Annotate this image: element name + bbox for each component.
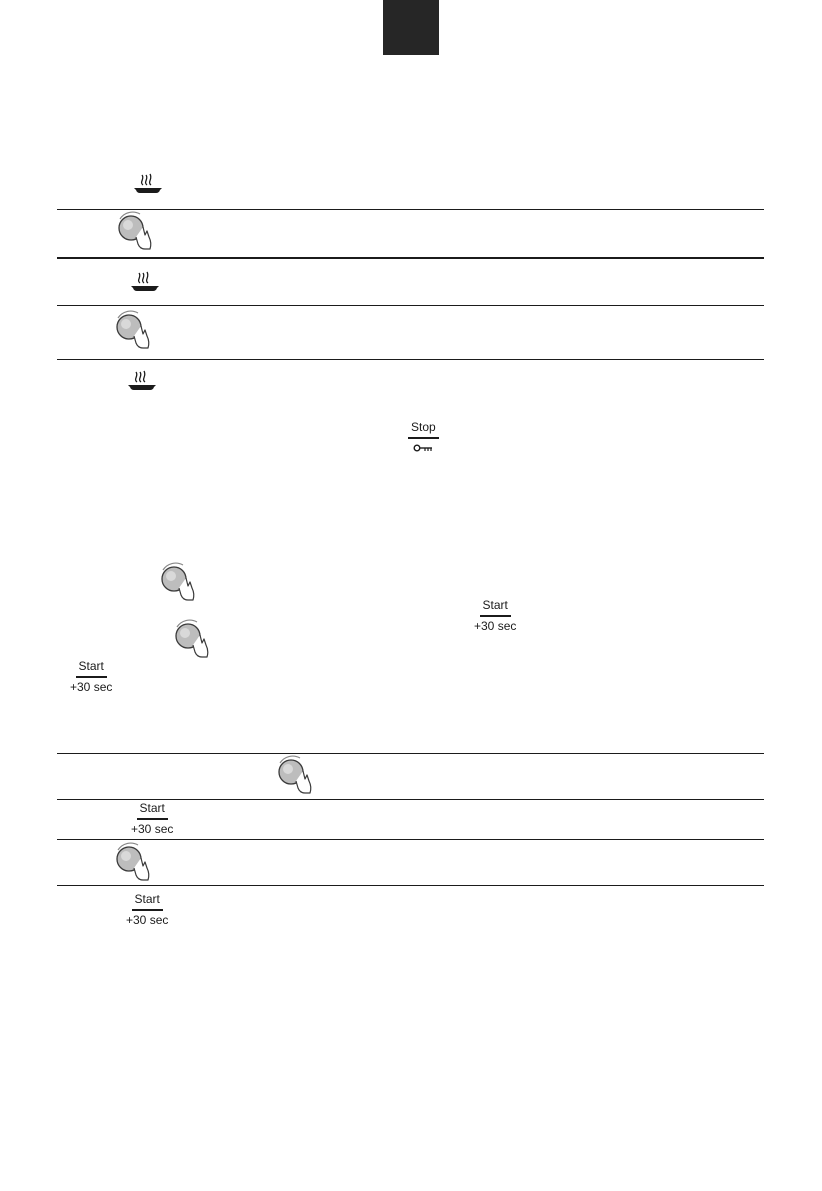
divider (57, 885, 764, 886)
start-sublabel: +30 sec (474, 619, 517, 633)
start-sublabel: +30 sec (70, 680, 113, 694)
hand-turning-dial-icon (114, 210, 154, 252)
start-label: Start (137, 801, 168, 820)
hand-turning-dial-icon (112, 841, 152, 883)
start-button (70, 659, 112, 694)
divider (57, 839, 764, 840)
start-label: Start (76, 659, 107, 678)
start-button (131, 801, 173, 836)
hand-turning-dial-icon (274, 754, 314, 796)
steaming-dish-icon (130, 270, 160, 294)
hand-turning-dial-icon (171, 618, 211, 660)
divider (57, 257, 764, 259)
stop-label: Stop (408, 420, 439, 439)
steaming-dish-icon (133, 172, 163, 196)
start-sublabel: +30 sec (131, 822, 174, 836)
divider (57, 799, 764, 800)
stop-button (408, 420, 439, 452)
start-sublabel: +30 sec (126, 913, 169, 927)
hand-turning-dial-icon (112, 309, 152, 351)
start-label: Start (480, 598, 511, 617)
divider (57, 753, 764, 754)
start-label: Start (132, 892, 163, 911)
divider (57, 209, 764, 210)
page-tab (383, 0, 439, 55)
divider (57, 305, 764, 306)
steaming-dish-icon (127, 369, 157, 393)
divider (57, 359, 764, 360)
start-button (474, 598, 516, 633)
hand-turning-dial-icon (157, 561, 197, 603)
key-icon (413, 444, 433, 452)
start-button (126, 892, 168, 927)
